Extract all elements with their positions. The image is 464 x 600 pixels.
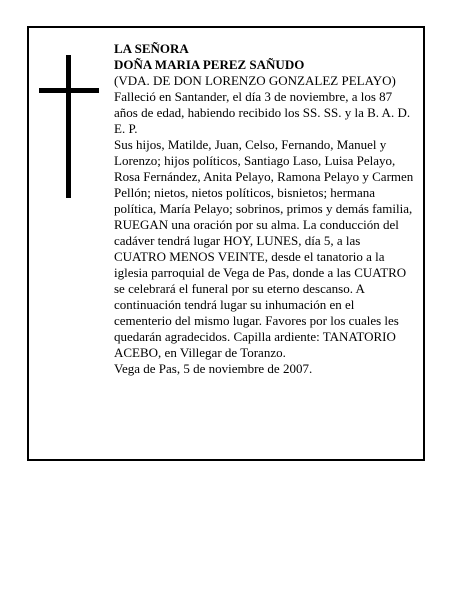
family-members-paragraph: Sus hijos, Matilde, Juan, Celso, Fernando, Manuel y Lorenzo; hijos políticos, Santiago Laso, Luisa Pelayo, Rosa Fernández, Anita Pelayo, Ramona Pelayo y Carmen Pellón; nietos, nietos políticos, bisnietos; hermana política, María Pelayo; sobrinos, primos y demás familia,	[114, 137, 414, 216]
funeral-request-paragraph: RUEGAN una oración por su alma. La conducción del cadáver tendrá lugar HOY, LUNES, día 5, a las CUATRO MENOS VEINTE, desde el tanatorio a la iglesia parroquial de Vega de Pas, donde a las CUATRO se celebrará el funeral por su eterno descanso. A continuación tendrá lugar su inhumación en el cementerio del mismo lugar. Favores por los cuales les quedarán agradecidos. Capilla ardiente: TANATORIO ACEBO, en Villegar de Toranzo.	[114, 217, 407, 360]
place-and-date-line: Vega de Pas, 5 de noviembre de 2007.	[114, 361, 313, 376]
cross-vertical-bar	[66, 55, 71, 198]
latin-cross-icon	[39, 55, 99, 198]
obituary-text	[114, 41, 414, 377]
obituary-notice-frame	[27, 26, 425, 461]
cross-horizontal-bar	[39, 88, 99, 93]
notice-heading-title: LA SEÑORA	[114, 41, 189, 56]
death-announcement-paragraph: Falleció en Santander, el día 3 de noviembre, a los 87 años de edad, habiendo recibido los SS. SS. y la B. A. D. E. P.	[114, 89, 411, 136]
widow-of-line: (VDA. DE DON LORENZO GONZALEZ PELAYO)	[114, 73, 396, 88]
deceased-name: DOÑA MARIA PEREZ SAÑUDO	[114, 57, 305, 72]
